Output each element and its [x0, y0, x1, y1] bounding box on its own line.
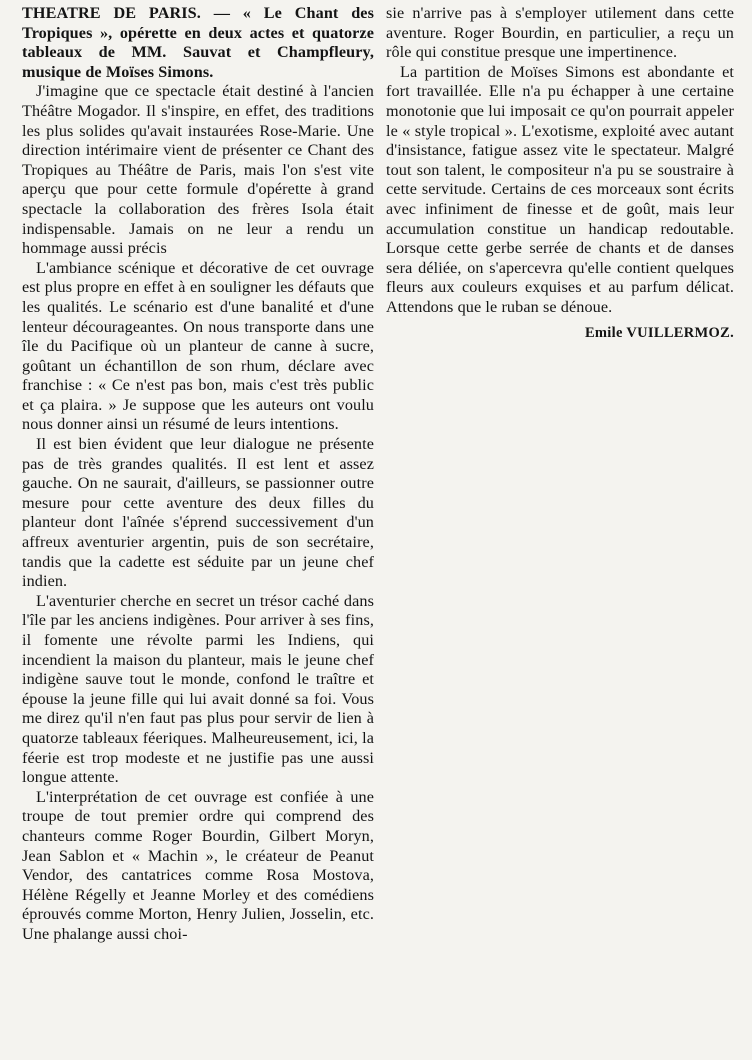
paragraph: J'imagine que ce spectacle était destiné à l'ancien Théâtre Mogador. Il s'inspire, en effet, des traditions les plus solides qu'avait instaurées Rose-Marie. Une direction intérimaire vient de présenter ce Chant des Tropiques au Théâtre de Paris, mais l'on s'est vite aperçu que pour cette formule d'opérette à grand spectacle la collaboration des frères Isola était indispensable. Jamais on ne leur a rendu un hommage aussi précis [22, 82, 374, 258]
paragraph: La partition de Moïses Simons est abondante et fort travaillée. Elle n'a pu échapper à une certaine monotonie que lui imposait ce qu'on pourrait appeler le « style tropical ». L'exotisme, exploité avec autant d'insistance, fatigue assez vite le spectateur. Malgré tout son talent, le compositeur n'a pu se soustraire à cette servitude. Certains de ces morceaux sont écrits avec infiniment de finesse et de goût, mais leur accumulation constitue un handicap redoutable. Lorsque cette gerbe serrée de chants et de danses sera déliée, on s'apercevra qu'elle contient quelques fleurs aux couleurs exquises et au parfum délicat. Attendons que le ruban se dénoue. [386, 62, 734, 316]
article-heading [22, 4, 374, 82]
author-signature [386, 324, 734, 344]
paragraph: L'ambiance scénique et décorative de cet ouvrage est plus propre en effet à en souligner les défauts que les qualités. Le scénario est d'une banalité et d'une lenteur décourageantes. On nous transporte dans une île du Pacifique où un planteur de canne à sucre, goûtant un échantillon de son rhum, déclare avec franchise : « Ce n'est pas bon, mais c'est très public et ça plaira. » Je suppose que les auteurs ont voulu nous donner ainsi un résumé de leurs intentions. [22, 258, 374, 434]
paragraph: L'aventurier cherche en secret un trésor caché dans l'île par les anciens indigènes. Pour arriver à ses fins, il fomente une révolte parmi les Indiens, qui incendient la maison du planteur, mais le jeune chef indigène sauve tout le monde, confond le traître et épouse la jeune fille qui lui avait donné sa foi. Vous me direz qu'il n'en faut pas plus pour servir de lien à quatorze tableaux féeriques. Malheureusement, ici, la féerie est trop modeste et ne justifie pas une aussi longue attente. [22, 591, 374, 787]
author-last-name: VUILLERMOZ. [626, 324, 734, 341]
heading-rest: — « Le Chant des Tropiques », opérette en deux actes et quatorze tableaux de MM. Sauvat et Champfleury, musique de Moïses Simons. [22, 4, 374, 81]
paragraph-continued: sie n'arrive pas à s'employer utilement dans cette aventure. Roger Bourdin, en particulier, a reçu un rôle qui constitue presque une impertinence. [386, 4, 734, 62]
heading-lead: THEATRE DE PARIS. [22, 4, 201, 22]
paragraph: L'interprétation de cet ouvrage est confiée à une troupe de tout premier ordre qui comprend des chanteurs comme Roger Bourdin, Gilbert Moryn, Jean Sablon et « Machin », le créateur de Peanut Vendor, des cantatrices comme Rosa Mostova, Hélène Régelly et Jeanne Morley et des comédiens éprouvés comme Morton, Henry Julien, Josselin, etc. Une phalange aussi choi- [22, 787, 374, 943]
left-column [22, 4, 374, 945]
paragraph: Il est bien évident que leur dialogue ne présente pas de très grandes qualités. Il est lent et assez gauche. On ne saurait, d'ailleurs, se passionner outre mesure pour cette aventure des deux filles du planteur dont l'aînée s'éprend successivement d'un affreux aventurier argentin, puis de son secrétaire, tandis que la cadette est séduite par un jeune chef indien. [22, 435, 374, 591]
right-column [386, 4, 734, 343]
author-first-name: Emile [584, 324, 623, 341]
